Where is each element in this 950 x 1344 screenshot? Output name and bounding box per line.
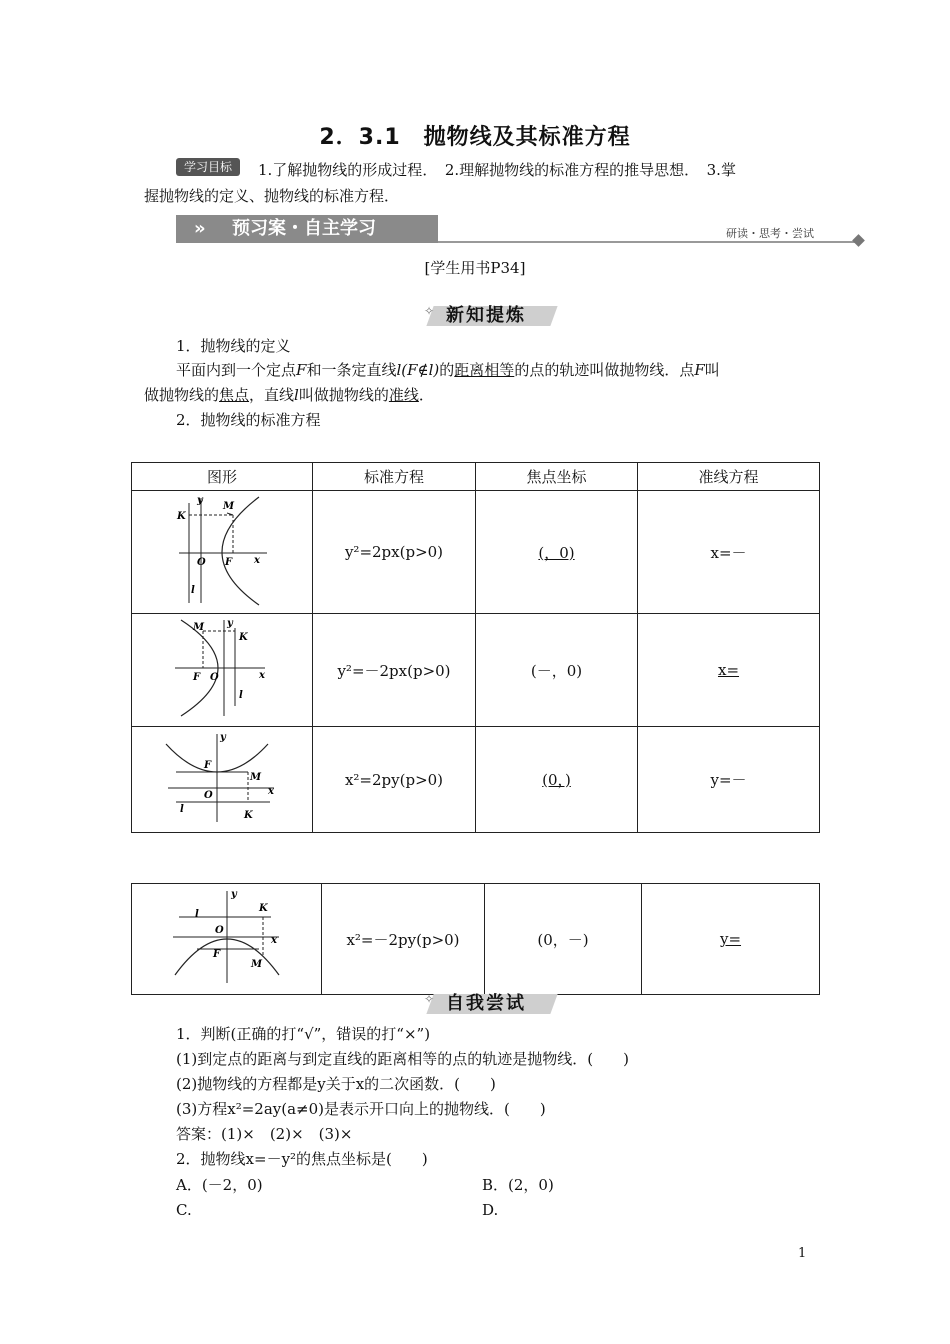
svg-text:K: K — [244, 809, 253, 821]
definition-line2: 做抛物线的焦点，直线l叫做抛物线的准线． — [144, 386, 434, 404]
banner-title: 预习案・自主学习 — [232, 218, 376, 239]
focus-cell: (0，) — [542, 771, 571, 789]
standard-equation-table-continued — [131, 883, 820, 995]
page-number: 1 — [798, 1246, 807, 1261]
question-1-3: (3)方程x²=2ay(a≠0)是表示开口向上的抛物线．( ) — [176, 1100, 546, 1118]
standard-equation-table — [131, 462, 820, 833]
focus-cell: (0，－) — [537, 930, 589, 949]
option-a: A．(－2，0) — [176, 1176, 263, 1194]
question-1-2: (2)抛物线的方程都是y关于x的二次函数．( ) — [176, 1075, 496, 1093]
svg-text:F: F — [212, 949, 220, 960]
svg-text:K: K — [177, 510, 186, 522]
svg-text:x: x — [270, 935, 277, 946]
svg-text:O: O — [197, 556, 206, 568]
parabola-right-figure — [167, 493, 277, 608]
svg-text:l: l — [191, 584, 195, 596]
svg-text:l: l — [180, 803, 184, 815]
book-reference: [学生用书P34] — [424, 259, 526, 277]
directrix-cell: y=－ — [710, 771, 747, 789]
header-figure: 图形 — [132, 463, 313, 491]
question-1-1: (1)到定点的距离与到定直线的距离相等的点的轨迹是抛物线．( ) — [176, 1050, 629, 1068]
table-row — [132, 884, 820, 995]
svg-text:M: M — [223, 500, 235, 512]
section-heading-new-knowledge — [424, 304, 554, 328]
svg-text:x: x — [268, 785, 274, 797]
definition-line1: 平面内到一个定点F和一条定直线l(F∉l)的距离相等的点的轨迹叫做抛物线．点F叫 — [176, 361, 720, 379]
underline-directrix: 准线 — [388, 386, 419, 404]
parabola-down-figure — [167, 887, 287, 987]
svg-text:M: M — [250, 959, 262, 970]
svg-text:O: O — [210, 671, 219, 683]
equation-cell: y²=－2px(p>0) — [337, 661, 451, 680]
svg-text:F: F — [193, 671, 201, 683]
header-directrix: 准线方程 — [638, 463, 820, 491]
svg-text:y: y — [227, 617, 233, 629]
svg-text:y: y — [230, 889, 237, 900]
sparkle-icon: ✧ — [424, 992, 435, 1006]
svg-text:y: y — [197, 494, 203, 506]
question-2: 2．抛物线x=－y²的焦点坐标是( ) — [176, 1150, 428, 1168]
header-focus: 焦点坐标 — [476, 463, 638, 491]
standard-equation-title: 2．抛物线的标准方程 — [176, 411, 321, 429]
directrix-cell: x=－ — [710, 543, 747, 562]
equation-cell: y²=2px(p>0) — [344, 543, 444, 561]
option-d: D. — [482, 1201, 499, 1219]
svg-text:F: F — [204, 759, 212, 771]
objectives-badge: 学习目标 — [176, 158, 240, 176]
underline-distance-equal: 距离相等 — [454, 361, 515, 379]
svg-text:K: K — [258, 903, 268, 914]
section2-heading: 自我尝试 — [446, 993, 526, 1014]
answer-1: 答案：(1)× (2)× (3)× — [176, 1125, 353, 1143]
section-heading-self-try — [424, 992, 554, 1016]
svg-text:y: y — [220, 731, 226, 743]
definition-title: 1．抛物线的定义 — [176, 337, 291, 355]
underline-focus: 焦点 — [219, 386, 250, 404]
diamond-icon — [852, 234, 865, 247]
svg-text:l: l — [239, 689, 243, 701]
sparkle-icon: ✧ — [424, 304, 435, 318]
parabola-up-figure — [162, 730, 282, 826]
equation-cell: x²=2py(p>0) — [344, 770, 444, 789]
svg-text:x: x — [254, 554, 260, 566]
figure-left-opening — [132, 614, 313, 727]
option-c: C. — [176, 1201, 192, 1219]
section1-heading: 新知提炼 — [446, 305, 526, 326]
objectives-line1: 1.了解抛物线的形成过程． 2.理解抛物线的标准方程的推导思想． 3.掌 — [258, 161, 736, 179]
header-equation: 标准方程 — [313, 463, 476, 491]
parabola-left-figure — [167, 616, 277, 721]
svg-text:F: F — [225, 556, 233, 568]
figure-down-opening — [132, 884, 322, 995]
banner-rule — [438, 241, 858, 243]
option-b: B．(2，0) — [482, 1176, 554, 1194]
svg-text:x: x — [259, 669, 265, 681]
question-1: 1．判断(正确的打“√”，错误的打“×”) — [176, 1025, 431, 1043]
svg-text:M: M — [250, 771, 262, 783]
focus-cell: (－，0) — [530, 661, 583, 680]
page-title: 2．3.1 抛物线及其标准方程 — [319, 125, 631, 150]
directrix-cell: x= — [717, 661, 740, 679]
svg-text:O: O — [204, 789, 213, 801]
table-row — [132, 727, 820, 833]
table-row — [132, 491, 820, 614]
svg-text:M: M — [193, 621, 205, 633]
chevron-icon: » — [194, 218, 206, 239]
equation-cell: x²=－2py(p>0) — [346, 930, 460, 949]
svg-text:O: O — [214, 925, 224, 936]
svg-text:K: K — [239, 631, 248, 643]
objectives-line2: 握抛物线的定义、抛物线的标准方程． — [144, 187, 400, 205]
figure-up-opening — [132, 727, 313, 833]
svg-text:l: l — [194, 909, 199, 920]
table-header-row — [132, 463, 820, 491]
directrix-cell: y= — [719, 930, 742, 948]
focus-cell: (，0) — [538, 543, 575, 562]
table-row — [132, 614, 820, 727]
figure-right-opening — [132, 491, 313, 614]
banner-subtitle: 研读・思考・尝试 — [726, 227, 814, 240]
